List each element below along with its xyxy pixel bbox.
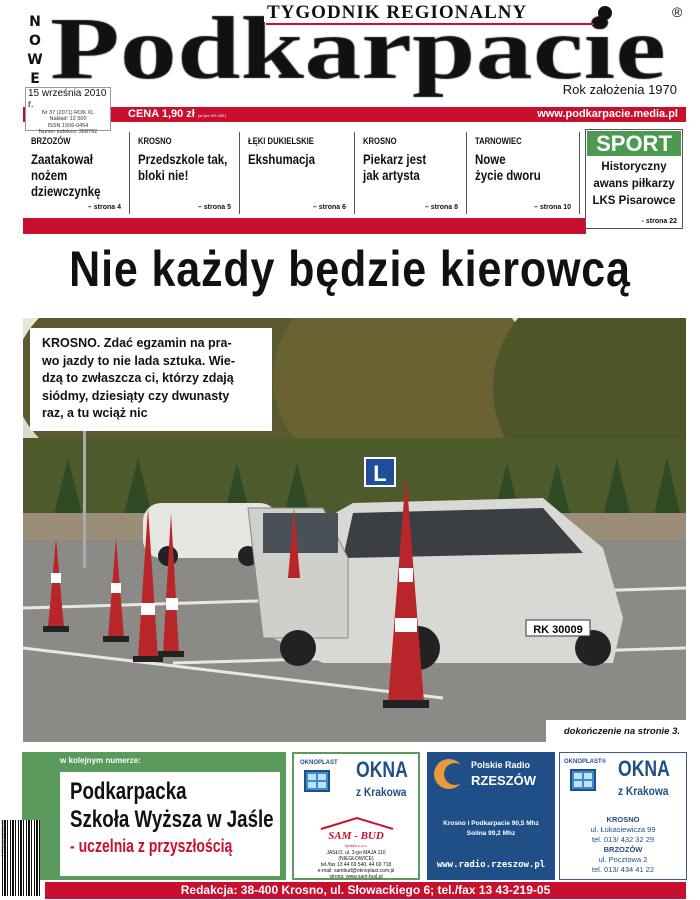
frequency: Solina 99,2 Mhz [466, 830, 516, 837]
teaser-headline [31, 151, 105, 199]
headline-line: Piekarz jest [363, 151, 427, 167]
ad-city: BRZOZÓW [603, 845, 643, 854]
teaser-location: KROSNO [138, 136, 172, 146]
ad-phone: tel. 013/ 434 41 22 [591, 865, 655, 874]
teaser-headline [475, 151, 554, 183]
ad-subtitle: z Krakowa [618, 784, 669, 798]
teaser-location: TARNOWIEC [475, 136, 522, 146]
founded-year: Rok założenia 1970 [562, 82, 677, 97]
lede-line: dzą to zwłaszcza ci, którzy zdają [42, 371, 234, 385]
ad-address: ul. Pocztowa 2 [598, 855, 648, 864]
company-sub: Spółka z o.o. [344, 843, 368, 848]
tagline: TYGODNIK REGIONALNY [264, 3, 530, 22]
ad-title: OKNA [356, 757, 408, 782]
page-ref: - strona 22 [641, 218, 677, 225]
l-sign [365, 458, 395, 486]
main-photo [23, 318, 686, 742]
l-sign-letter: L [373, 461, 387, 486]
teaser[interactable] [23, 132, 130, 214]
lede-line: raz, a tu wciąż nic [42, 406, 148, 420]
circulation: Nakład: 12 500 [49, 116, 87, 123]
teaser-location: ŁĘKI DUKIELSKIE [248, 136, 314, 146]
next-issue-promo [22, 752, 286, 880]
ad-oknoplast-krosno[interactable] [559, 752, 687, 880]
headline-line: życie dworu [475, 167, 541, 183]
page-ref: – strona 6 [312, 204, 346, 211]
barcode [2, 820, 40, 896]
lede-line: KROSNO. Zdać egzamin na pra- [42, 336, 232, 350]
page-ref: – strona 8 [424, 204, 458, 211]
dot-ornament [598, 6, 612, 20]
promo-subline: - uczelnia z przyszłością [70, 836, 233, 856]
promo-line: Szkoła Wyższa w Jaśle [70, 806, 274, 833]
sport-label: SPORT [587, 131, 681, 156]
radio-city: RZESZÓW [471, 773, 536, 788]
headline-line: nożem [31, 167, 68, 183]
headline-line: Zaatakował [31, 151, 93, 167]
price-value: 1,90 zł [161, 108, 195, 120]
ad-line: strona: www.sam-bud.pl [329, 874, 383, 880]
teaser[interactable] [130, 132, 240, 214]
teaser-headline [363, 151, 441, 183]
promo-line: Podkarpacka [70, 778, 187, 805]
ad-brand: OKNOPLAST® [564, 759, 607, 765]
main-headline: Nie każdy będzie kierowcą [69, 241, 631, 297]
headline-line: Historyczny [601, 161, 667, 173]
headline-line: awans piłkarzy [593, 178, 675, 190]
ad-city: KROSNO [606, 815, 640, 824]
teaser-headline [248, 151, 328, 167]
issue-number: Nr 37 (2071) ROK XL [41, 110, 95, 116]
radio-url[interactable]: www.radio.rzeszow.pl [436, 860, 546, 870]
index-number: Numer indeksu: 368792 [38, 128, 98, 135]
price-bar [23, 107, 686, 122]
promo-box [60, 772, 280, 876]
prefix-letter: E [30, 71, 40, 87]
ad-line: (NIEGŁOWICE) [338, 856, 374, 862]
promo-label: w kolejnym numerze: [60, 756, 141, 765]
ad-line: e-mail: sambud@oknoplast.com.pl [317, 868, 395, 874]
headline-line: dziewczynkę [31, 183, 101, 199]
page-ref: – strona 4 [87, 204, 121, 211]
lede-box [30, 328, 272, 431]
ad-address: ul. Łukasiewicza 99 [590, 825, 656, 834]
issue-date: 15 września 2010 r. [28, 88, 107, 110]
headline-line: LKS Pisarowce [592, 195, 676, 207]
headline-line: Ekshumacja [248, 151, 316, 167]
red-divider-bar [23, 218, 586, 234]
teaser[interactable] [355, 132, 467, 214]
lede-line: siódmy, dziesiąty czy dwunasty [42, 388, 230, 403]
teaser-headline [138, 151, 228, 183]
ad-phone: tel. 013/ 432 32 29 [591, 835, 655, 844]
lede-line: wo jazdy to nie lada sztuka. Wie- [42, 353, 235, 368]
license-plate: RK 30009 [533, 624, 583, 636]
ad-line: tel./fax 13 44 69 540, 44 69 718 [320, 862, 392, 868]
headline-line: jak artysta [363, 167, 420, 183]
headline-line: Nowe [475, 151, 506, 167]
issn: ISSN 1506-0454 [47, 122, 89, 129]
barcode-number: 9 771506 045000 37 [0, 820, 5, 857]
roof-icon [319, 816, 395, 830]
teaser[interactable] [467, 132, 580, 214]
prefix-letter: N [29, 14, 41, 30]
window-icon [570, 769, 596, 791]
prefix-letter: W [27, 52, 43, 68]
footer-address: Redakcja: 38-400 Krosno, ul. Słowackiego 6; tel./fax 13 43-219-05 [45, 882, 686, 899]
ad-title: OKNA [618, 756, 670, 781]
page-ref: – strona 5 [197, 204, 231, 211]
tagline-underline [266, 23, 594, 25]
ad-radio-rzeszow[interactable] [427, 752, 555, 880]
frequency: Krosno i Podkarpacie 90,5 Mhz [443, 820, 539, 827]
sport-headline [586, 159, 682, 210]
continued-caption: dokończenie na stronie 3. [546, 720, 686, 742]
registered-mark: ® [672, 4, 683, 20]
ad-brand: OKNOPLAST [300, 760, 338, 766]
main-car [248, 498, 623, 670]
window-icon [304, 770, 330, 792]
company-name: SAM - BUD [328, 830, 384, 842]
teaser-location: KROSNO [363, 136, 397, 146]
website-link[interactable]: www.podkarpacie.media.pl [537, 108, 678, 120]
prefix-letter: O [29, 33, 41, 49]
radio-logo-icon [433, 758, 465, 790]
page-ref: – strona 10 [534, 204, 571, 211]
masthead-prefix [24, 13, 46, 89]
sport-teaser[interactable] [585, 129, 683, 229]
radio-name: Polskie Radio [471, 760, 531, 770]
headline-line: bloki nie! [138, 167, 189, 183]
headline-line: Przedszkole tak, [138, 151, 228, 167]
teaser-location: BRZOZÓW [31, 136, 71, 146]
ad-line: JASŁO, ul. 3-go MAJA 110 [326, 850, 386, 856]
issue-info-box [25, 87, 111, 135]
ad-oknoplast-sambud[interactable] [292, 752, 420, 880]
ad-subtitle: z Krakowa [356, 785, 407, 799]
price-label: CENA [128, 108, 159, 120]
teaser[interactable] [240, 132, 355, 214]
vat-note: (w tym 5% VAT) [197, 113, 227, 118]
price [128, 108, 226, 120]
